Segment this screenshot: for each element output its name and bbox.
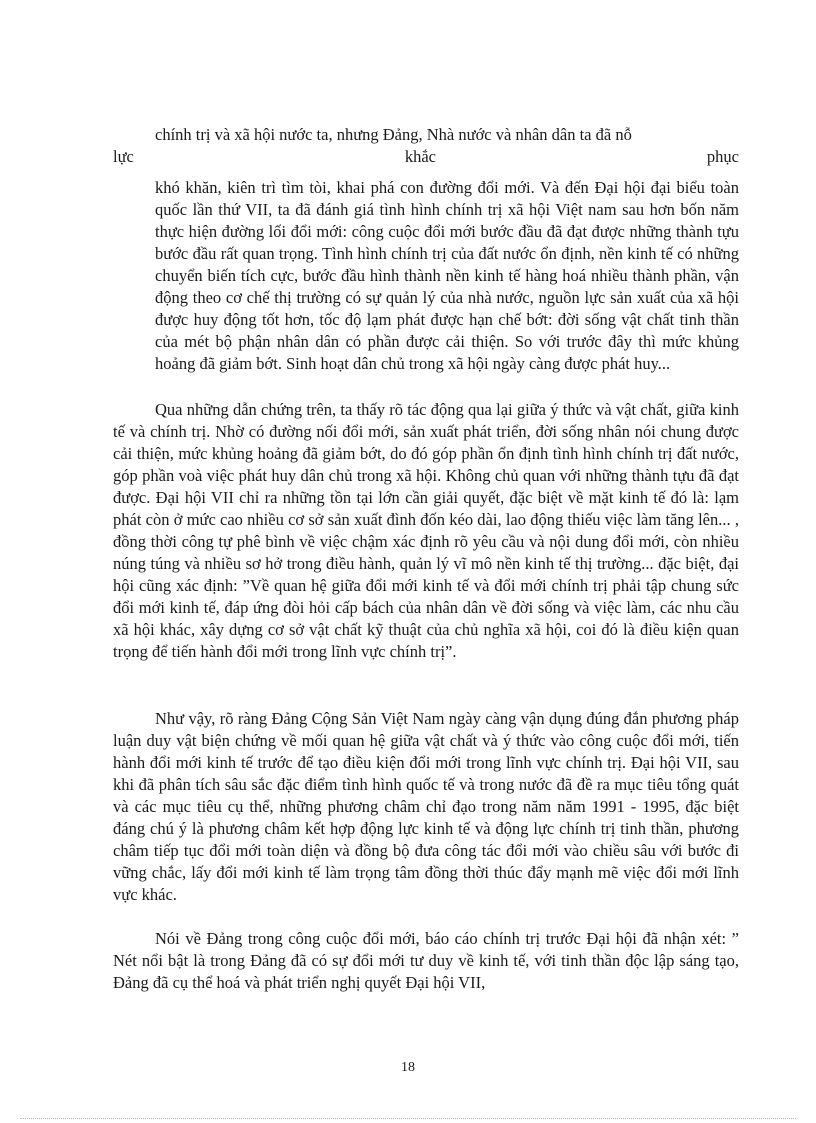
paragraph-continuation: khó khăn, kiên trì tìm tòi, khai phá con đường đổi mới. Và đến Đại hội đại biểu toàn quốc lần thứ VII, ta đã đánh giá tình hình chính trị xã hội Việt nam sau hơn bốn năm thực hiện đường lối đổi mới: công cuộc đổi mới bước đầu đã đạt được những thành tựu bước đầu rất quan trọng. Tình hình chính trị của đất nước ổn định, nền kinh tế có những chuyển biến tích cực, bước đầu hình thành nền kinh tế hàng hoá nhiều thành phần, vận động theo cơ chế thị trường có sự quản lý của nhà nước, nguồn lực sản xuất của xã hội được huy động tốt hơn, tốc độ lạm phát được hạn chế bớt: đời sống vật chất tinh thần của mét bộ phận nhân dân có phần được cải thiện. So với trước đây thì mức khủng hoảng đã giảm bớt. Sinh hoạt dân chủ trong xã hội ngày càng được phát huy... xyxy=(155,178,739,373)
justified-spread-line xyxy=(113,146,739,168)
paragraph-2-text: Qua những dẫn chứng trên, ta thấy rõ tác động qua lại giữa ý thức và vật chất, giữa kinh tế và chính trị. Nhờ có đường nối đổi mới, sản xuất phát triển, đời sống nhân nói chung được cải thiện, mức khủng hoảng đã giảm bớt, do đó góp phần ổn định tình hình chính trị đất nước, góp phần voà việc phát huy dân chủ trong xã hội. Không chủ quan với những thành tựu đã đạt được. Đại hội VII chỉ ra những tồn tại lớn cần giải quyết, đặc biệt về mặt kinh tế đó là: lạm phát còn ở mức cao nhiều cơ sở sản xuất đình đốn kéo dài, lao động thiếu việc làm tăng lên... , đồng thời công tự phê bình về việc chậm xác định rõ yêu cầu và nội dung đổi mới, còn nhiều núng túng và nhiều sơ hở trong điều hành, quản lý vĩ mô nền kinh tế thị trường... đặc biệt, đại hội cũng xác định: ”Về quan hệ giữa đổi mới kinh tế và đổi mới chính trị phải tập chung sức đổi mới kinh tế, đáp ứng đòi hỏi cấp bách của nhân dân về đời sống và việc làm, các nhu cầu xã hội khác, xây dựng cơ sở vật chất kỹ thuật của chủ nghĩa xã hội, coi đó là điều kiện quan trọng để tiến hành đổi mới trong lĩnh vực chính trị”. xyxy=(113,400,739,661)
page-number: 18 xyxy=(401,1060,415,1075)
spread-word-3: phục xyxy=(706,147,739,166)
paragraph-4-text: Nói về Đảng trong công cuộc đổi mới, báo cáo chính trị trước Đại hội đã nhận xét: ” Nét nổi bật là trong Đảng đã có sự đổi mới tư duy về kinh tế, với tinh thần độc lập sáng tạo, Đảng đã cụ thể hoá và phát triển nghị quyết Đại hội VII, xyxy=(113,929,739,992)
spread-word-1: lực xyxy=(113,147,134,166)
page-bottom-divider xyxy=(20,1118,796,1119)
opening-line: chính trị và xã hội nước ta, nhưng Đảng, Nhà nước và nhân dân ta đã nỗ xyxy=(155,125,632,144)
paragraph-2 xyxy=(113,399,739,663)
paragraph-4 xyxy=(113,928,739,994)
paragraph-3-text: Như vậy, rõ ràng Đảng Cộng Sản Việt Nam ngày càng vận dụng đúng đắn phương pháp luận duy vật biện chứng về mối quan hệ giữa vật chất và ý thức vào công cuộc đổi mới, tiến hành đổi mới kinh tế trước để tạo điều kiện đổi mới trong lĩnh vực chính trị. Đại hội VII, sau khi đã phân tích sâu sắc đặc điểm tình hình quốc tế và trong nước đã đề ra mục tiêu tổng quát và các mục tiêu cụ thể, những phương châm chỉ đạo trong năm năm 1991 - 1995, đặc biệt đáng chú ý là phương châm kết hợp động lực kinh tế và động lực chính trị tinh thần, phương châm tiếp tục đổi mới toàn diện và đồng bộ đưa công tác đổi mới vào chiều sâu với bước đi vững chắc, lấy đổi mới kinh tế làm trọng tâm đồng thời thúc đẩy mạnh mẽ việc đổi mới lĩnh vực khác. xyxy=(113,709,739,904)
paragraph-3 xyxy=(113,708,739,906)
spread-word-2: khắc xyxy=(404,147,436,166)
